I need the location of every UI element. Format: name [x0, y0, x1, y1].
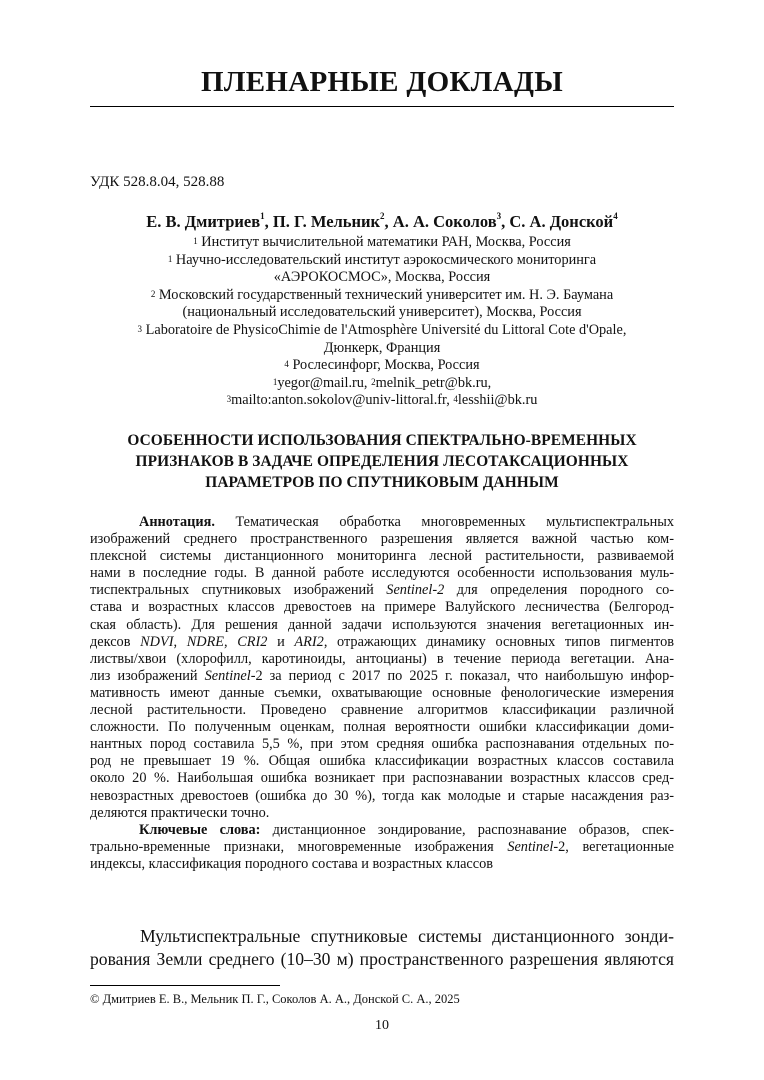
- text-run: лесной растительности. Проведено сравнение алгоритмов классификации различной: [90, 702, 674, 719]
- affiliation-line: [90, 234, 674, 252]
- affiliation-line: [90, 287, 674, 305]
- paper-title-line: ПРИЗНАКОВ В ЗАДАЧЕ ОПРЕДЕЛЕНИЯ ЛЕСОТАКСАЦИОННЫХ: [135, 453, 629, 470]
- author-name: С. А. Донской: [509, 212, 614, 231]
- text-line: [90, 514, 674, 531]
- text-run: дексов: [90, 633, 141, 650]
- text-run: сложности. По полученным оценкам, полная вероятности ошибки классификации доми-: [90, 719, 674, 736]
- text-run: , отражающих динамику основных типов пигментов: [323, 633, 674, 650]
- text-line: [90, 702, 674, 719]
- email-text: lesshii@bk.ru: [457, 392, 538, 409]
- email-index: 1: [272, 376, 278, 387]
- text-line: [90, 753, 674, 770]
- body-line: Мультиспектральные спутниковые системы дистанционного зонди-: [140, 926, 674, 946]
- affiliation-text: Дюнкерк, Франция: [323, 339, 441, 356]
- text-line: [90, 770, 674, 787]
- affiliation-index: 3: [137, 323, 143, 334]
- copyright-footnote: © Дмитриев Е. В., Мельник П. Г., Соколов А. А., Донской С. А., 2025: [90, 992, 460, 1006]
- text-line: [90, 805, 674, 822]
- author-index: 1: [260, 211, 265, 221]
- text-line: [90, 651, 674, 668]
- abstract: [90, 514, 674, 873]
- email-index: 2: [371, 376, 376, 387]
- affiliation-index: 1: [167, 253, 173, 264]
- text-run: мативность имеют данные съемки, охватывающие основные фенологические измерения: [90, 684, 674, 701]
- author-index: 3: [496, 211, 502, 221]
- text-run: невозрастных древостоев (ошибка до 30 %), тогда как молодые и старые насаждения раз-: [90, 787, 674, 804]
- abstract-label: Аннотация.: [139, 514, 215, 530]
- text-line: [90, 856, 674, 873]
- text-line: [90, 788, 674, 805]
- text-run: -2, вегетационные: [553, 838, 674, 855]
- affiliation-line: [90, 269, 674, 287]
- emails-line-2: [90, 392, 674, 410]
- italic-term: Sentinel: [507, 838, 554, 855]
- text-run: род не превышает 19 %. Общая ошибка классификации возрастных классов составила: [90, 753, 674, 770]
- text-run: для определения породного со-: [444, 582, 674, 599]
- text-run: около 20 %. Наибольшая ошибка возникает при распознавании возрастных классов сред-: [90, 770, 674, 787]
- affiliation-text: Научно-исследовательский институт аэрокосмического мониторинга: [172, 251, 597, 268]
- text-line: [90, 668, 674, 685]
- text-run: Тематическая обработка многовременных мультиспектральных: [214, 514, 674, 530]
- text-line: [90, 582, 674, 599]
- affiliation-line: [90, 340, 674, 358]
- text-run: нами в последние годы. В данной работе исследуются особенности использования муль-: [90, 565, 674, 582]
- affiliation-line: [90, 322, 674, 340]
- paper-title-line: ПАРАМЕТРОВ ПО СПУТНИКОВЫМ ДАННЫМ: [205, 474, 559, 491]
- text-line: [90, 599, 674, 616]
- italic-term: ARI2: [294, 633, 324, 650]
- text-run: ,: [173, 633, 187, 650]
- affiliation-text: Московский государственный технический университет им. Н. Э. Баумана: [155, 286, 614, 303]
- author-name: А. А. Соколов: [392, 212, 497, 231]
- affiliation-index: 4: [284, 359, 289, 370]
- abstract-text: [90, 514, 674, 822]
- text-line: [90, 839, 674, 856]
- text-run: дистанционное зондирование, распознавание образов, спек-: [260, 821, 674, 838]
- text-line: [90, 531, 674, 548]
- text-line: [90, 685, 674, 702]
- text-line: [90, 634, 674, 651]
- text-run: деляются практически точно.: [90, 804, 270, 821]
- text-run: плексной системы дистанционного мониторинга лесной растительности, развиваемой: [90, 548, 674, 565]
- text-run: ,: [224, 633, 238, 650]
- text-run: нантных пород составила 5,5 %, при этом средняя ошибка распознавания отдельных по-: [90, 736, 674, 753]
- text-line: [90, 719, 674, 736]
- italic-term: NDVI: [140, 633, 174, 650]
- authors-line: Е. В. Дмитриев$^1$, П. Г. Мельник$^2$, А. А. Соколов$^3$, С. А. Донской$^4$: [146, 211, 618, 231]
- paper-title-line: ОСОБЕННОСТИ ИСПОЛЬЗОВАНИЯ СПЕКТРАЛЬНО-ВРЕМЕННЫХ: [127, 432, 637, 449]
- text-line: [90, 548, 674, 565]
- author-name: П. Г. Мельник: [272, 212, 381, 231]
- affiliations: [90, 234, 674, 410]
- email-text: melnik_petr@bk.ru,: [375, 374, 492, 391]
- keywords-label: Ключевые слова:: [139, 821, 261, 838]
- text-line: [90, 822, 674, 839]
- email-index: 3: [226, 394, 232, 405]
- author-name: Е. В. Дмитриев: [146, 212, 261, 231]
- italic-term: NDRE: [186, 633, 225, 650]
- text-line: [90, 565, 674, 582]
- italic-term: CRI2: [237, 633, 268, 650]
- section-title-underline: [90, 106, 674, 107]
- text-run: -2 за период с 2017 по 2025 г. показал, что наибольшую инфор-: [250, 667, 674, 684]
- text-run: става и возрастных классов древостоев на примере Валуйского лесничества (Белгород-: [90, 599, 674, 616]
- text-run: тиспектральных спутниковых изображений: [90, 582, 387, 599]
- affiliation-index: 2: [150, 288, 156, 299]
- author-index: 2: [380, 211, 385, 221]
- paper-title: [90, 430, 674, 493]
- text-line: [90, 736, 674, 753]
- udk-code: УДК 528.8.04, 528.88: [90, 174, 225, 190]
- body-paragraph: [90, 925, 674, 971]
- body-line: рования Земли среднего (10–30 м) пространственного разрешения являются: [90, 949, 674, 969]
- emails-line-1: [90, 375, 674, 393]
- text-line: [90, 617, 674, 634]
- affiliation-text: (национальный исследовательский университет), Москва, Россия: [182, 304, 582, 321]
- section-title: ПЛЕНАРНЫЕ ДОКЛАДЫ: [201, 66, 563, 98]
- text-run: листвы/хвои (хлорофилл, каротиноиды, антоцианы) в течение периода вегетации. Ана-: [90, 650, 674, 667]
- affiliation-text: Рослесинфорг, Москва, Россия: [288, 357, 480, 374]
- text-run: ская область). Для решения данной задачи используются значения вегетационных ин-: [90, 616, 674, 633]
- affiliation-line: [90, 304, 674, 322]
- affiliation-index: 1: [193, 236, 198, 246]
- page-number: 10: [375, 1018, 389, 1033]
- text-run: изображений среднего пространственного разрешения является важной частью ком-: [90, 531, 674, 548]
- text-run: и: [267, 633, 295, 650]
- text-run: трально-временные признаки, многовременные изображения: [90, 838, 508, 855]
- email-index: 4: [453, 394, 458, 405]
- author-index: 4: [613, 211, 618, 221]
- affiliation-text: «АЭРОКОСМОС», Москва, Россия: [273, 269, 491, 286]
- email-text: yegor@mail.ru,: [277, 374, 372, 391]
- text-run: индексы, классификация породного состава и возрастных классов: [90, 855, 494, 872]
- italic-term: Sentinel-2: [386, 582, 445, 599]
- affiliation-line: [90, 357, 674, 375]
- affiliation-list: [90, 234, 674, 375]
- affiliation-text: Институт вычислительной математики РАН, Москва, Россия: [197, 234, 571, 250]
- footnote-separator: [90, 985, 280, 986]
- email-text: mailto:anton.sokolov@univ-littoral.fr,: [231, 392, 454, 409]
- affiliation-text: Laboratoire de PhysicoChimie de l'Atmosphère Université du Littoral Cote d'Opale,: [142, 321, 627, 338]
- keywords-text: [90, 822, 674, 873]
- italic-term: Sentinel: [204, 667, 251, 684]
- affiliation-line: [90, 252, 674, 270]
- text-run: лиз изображений: [90, 667, 205, 684]
